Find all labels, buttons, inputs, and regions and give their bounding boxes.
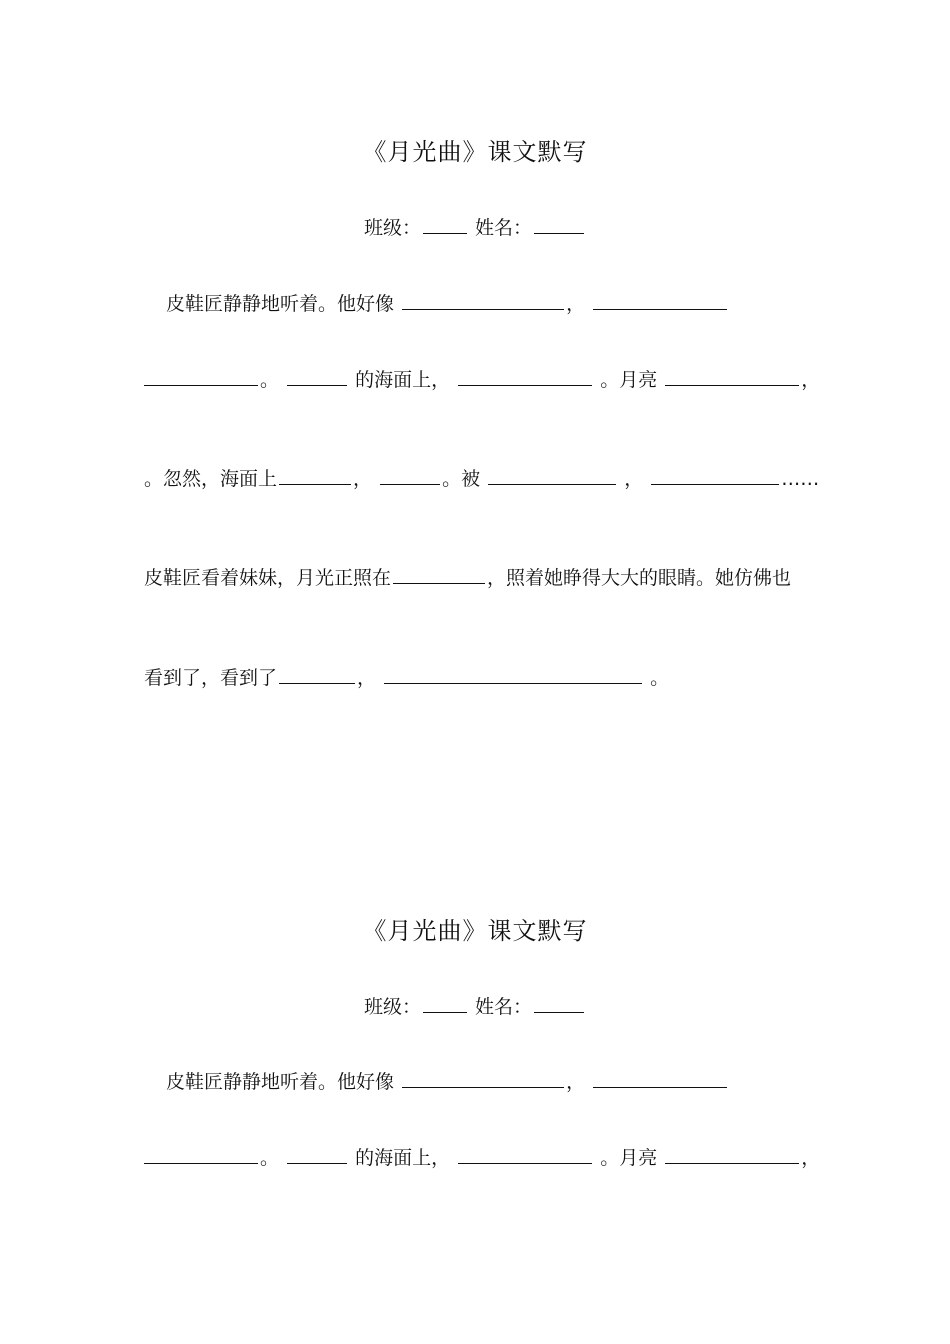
fill-blank[interactable] <box>458 368 592 386</box>
fill-blank[interactable] <box>402 1070 564 1088</box>
passage-line-2 <box>144 1146 821 1170</box>
passage-text: 的海面上， <box>355 1147 451 1169</box>
passage-line-3 <box>144 467 820 491</box>
fill-blank[interactable] <box>384 666 642 684</box>
class-label: 班级： <box>363 217 421 239</box>
fill-blank[interactable] <box>488 467 616 485</box>
name-label: 姓名： <box>475 217 533 239</box>
fill-blank[interactable] <box>380 467 440 485</box>
punct: ， <box>801 369 821 391</box>
punct: 。 <box>650 667 670 689</box>
fill-blank[interactable] <box>279 666 355 684</box>
fill-blank[interactable] <box>279 467 351 485</box>
fill-blank[interactable] <box>287 1146 347 1164</box>
name-blank[interactable] <box>534 995 584 1013</box>
punct: ， <box>357 667 377 689</box>
passage-line-1 <box>144 1070 826 1094</box>
fill-blank[interactable] <box>593 292 727 310</box>
class-blank[interactable] <box>423 995 467 1013</box>
fill-blank[interactable] <box>402 292 564 310</box>
worksheet-title: 《月光曲》课文默写 <box>362 138 588 166</box>
worksheet-title: 《月光曲》课文默写 <box>362 917 588 945</box>
punct: ， <box>801 1147 821 1169</box>
class-blank[interactable] <box>423 216 467 234</box>
punct: ， <box>566 1071 586 1093</box>
name-label: 姓名： <box>475 996 533 1018</box>
passage-text: 。月亮 <box>600 1147 658 1169</box>
class-label: 班级： <box>363 996 421 1018</box>
fill-blank[interactable] <box>458 1146 592 1164</box>
passage-text: 。忽然，海面上 <box>144 468 278 490</box>
fill-blank[interactable] <box>665 368 799 386</box>
fill-blank[interactable] <box>393 566 485 584</box>
passage-text: 。被 <box>442 468 481 490</box>
passage-text: …… <box>781 468 820 490</box>
punct: 。 <box>260 1147 280 1169</box>
passage-text: 的海面上， <box>355 369 451 391</box>
name-blank[interactable] <box>534 216 584 234</box>
fill-blank[interactable] <box>665 1146 799 1164</box>
passage-text: 皮鞋匠看着妹妹，月光正照在 <box>144 567 392 589</box>
passage-text: ，照着她睁得大大的眼睛。她仿佛也 <box>487 567 792 589</box>
fill-blank[interactable] <box>593 1070 727 1088</box>
punct: ， <box>353 468 373 490</box>
passage-text: 皮鞋匠静静地听着。他好像 <box>166 293 395 315</box>
punct: ， <box>624 468 644 490</box>
fill-blank[interactable] <box>144 368 258 386</box>
passage-line-2 <box>144 368 821 392</box>
passage-line-5 <box>144 666 804 690</box>
passage-line-1 <box>144 292 826 316</box>
fill-blank[interactable] <box>651 467 779 485</box>
passage-text: 看到了，看到了 <box>144 667 278 689</box>
passage-line-4 <box>144 566 804 590</box>
fill-blank[interactable] <box>287 368 347 386</box>
class-name-line <box>0 216 950 240</box>
passage-text: 皮鞋匠静静地听着。他好像 <box>166 1071 395 1093</box>
passage-text: 。月亮 <box>600 369 658 391</box>
punct: 。 <box>260 369 280 391</box>
class-name-line <box>0 995 950 1019</box>
fill-blank[interactable] <box>144 1146 258 1164</box>
punct: ， <box>566 293 586 315</box>
